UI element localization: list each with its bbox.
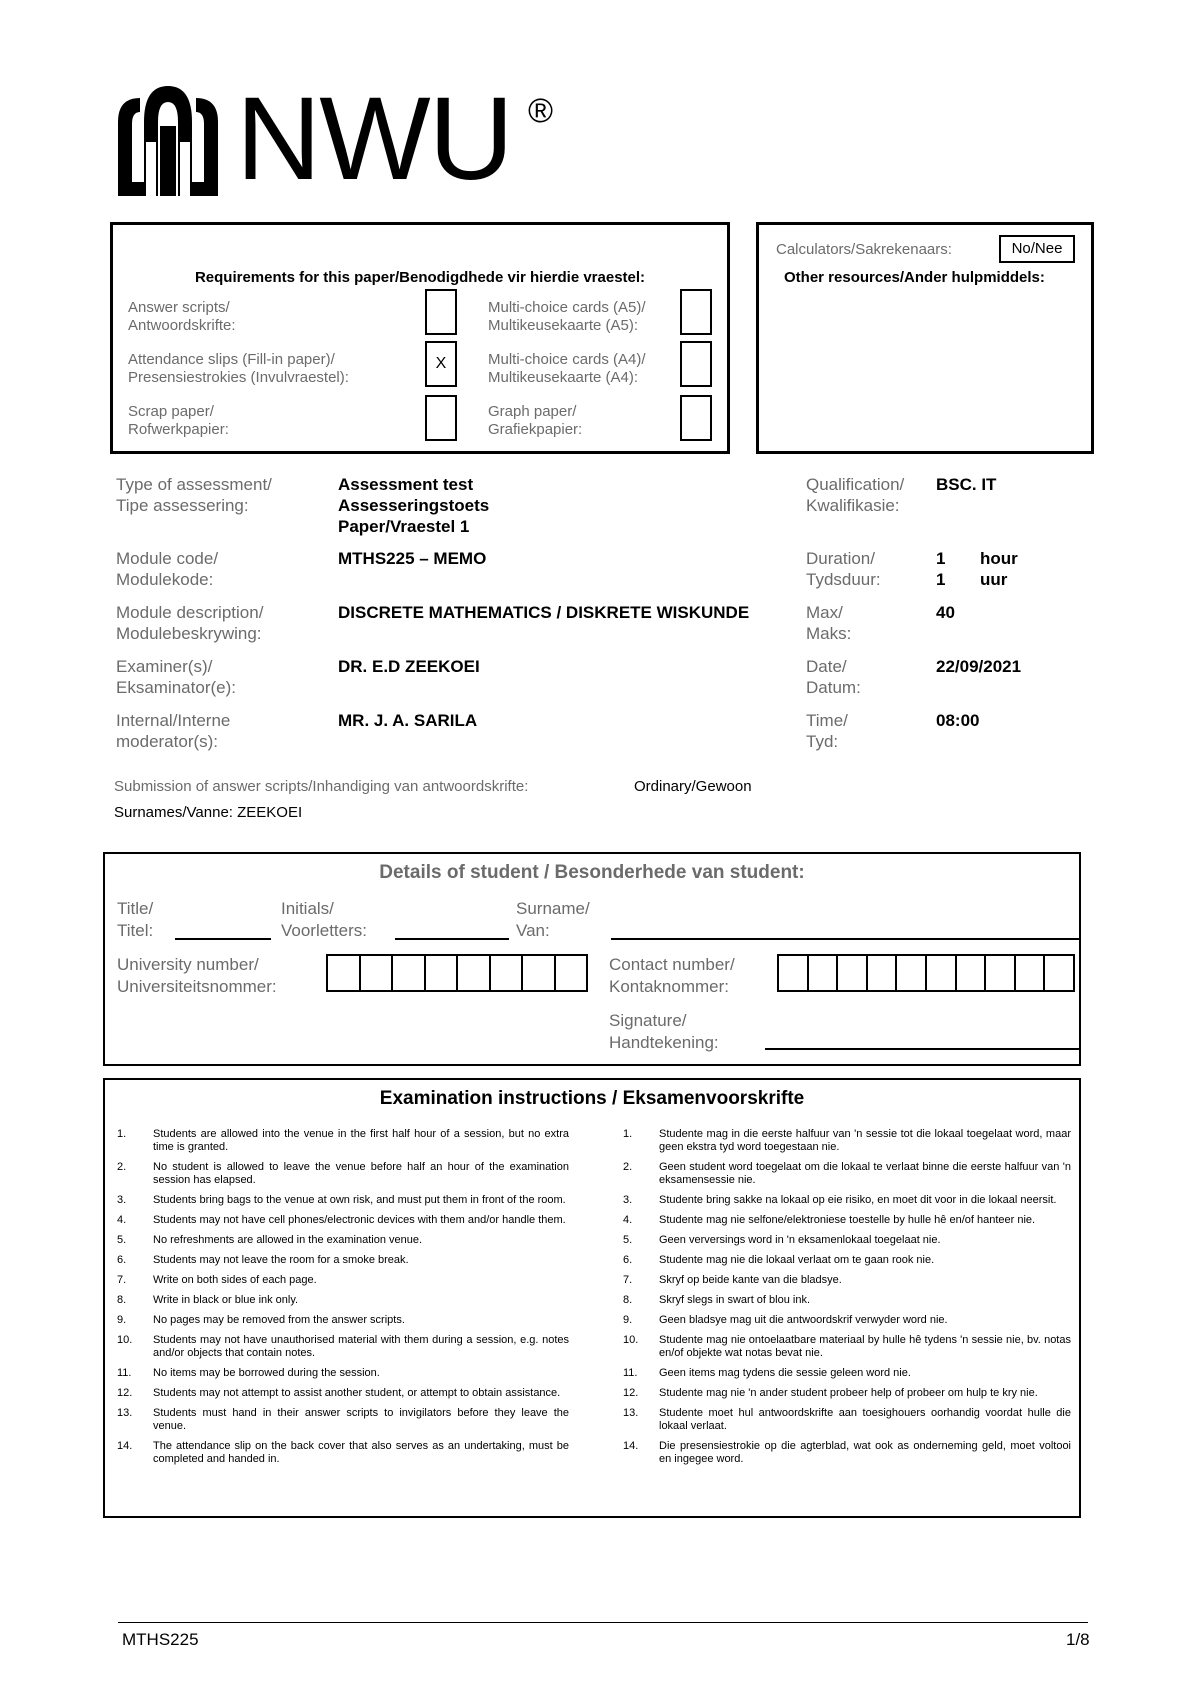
instruction-text: Students bring bags to the venue at own risk, and must put them in front of the room. — [153, 1194, 566, 1206]
instruction-item — [623, 1334, 1071, 1360]
resources-box — [756, 222, 1094, 454]
contact-number-label: Contact number/ Kontaknommer: — [609, 955, 735, 996]
instruction-text: Studente bring sakke na lokaal op eie risiko, en moet dit voor in die lokaal neersit. — [659, 1194, 1057, 1206]
instruction-text: Studente mag nie ontoelaatbare materiaal by hulle hê tydens 'n sessie nie, bv. notas en/of objekte wat notas bevat nie. — [659, 1334, 1071, 1359]
instruction-number: 11. — [623, 1367, 638, 1379]
exam-instructions-box — [103, 1078, 1081, 1518]
req-mc-a5-label: Multi-choice cards (A5)/ Multikeusekaarte (A5): — [488, 299, 646, 334]
examiner-value: DR. E.D ZEEKOEI — [338, 657, 480, 676]
other-resources-label: Other resources/Ander hulpmiddels: — [784, 269, 1045, 286]
module-description-label: Module description/ Modulebeskrywing: — [116, 603, 264, 643]
instruction-number: 4. — [117, 1214, 127, 1226]
instruction-item — [623, 1128, 1071, 1154]
duration-unit: hour uur — [980, 549, 1018, 589]
instruction-number: 3. — [117, 1194, 127, 1206]
instruction-text: No student is allowed to leave the venue before half an hour of the examination session has elapsed. — [153, 1161, 569, 1186]
instruction-text: Geen verversings word in 'n eksamenlokaal toegelaat nie. — [659, 1234, 941, 1246]
student-title-field[interactable] — [175, 938, 271, 940]
instruction-number: 5. — [117, 1234, 127, 1246]
examiner-label: Examiner(s)/ Eksaminator(e): — [116, 657, 236, 697]
exam-instructions-title: Examination instructions / Eksamenvoorskrifte — [379, 1088, 805, 1109]
instruction-text: No pages may be removed from the answer scripts. — [153, 1314, 405, 1326]
calculators-value: No/Nee — [999, 235, 1075, 263]
nwu-wordmark: NWU — [236, 73, 512, 205]
instruction-text: Students may not have cell phones/electronic devices with them and/or handle them. — [153, 1214, 566, 1226]
instruction-item — [117, 1274, 569, 1287]
instruction-number: 7. — [623, 1274, 633, 1286]
instruction-item — [623, 1440, 1071, 1466]
instruction-item — [117, 1314, 569, 1327]
instruction-item — [623, 1367, 1071, 1380]
instruction-number: 2. — [623, 1161, 633, 1173]
student-initials-label: Initials/ Voorletters: — [281, 899, 367, 940]
instruction-text: Students must hand in their answer scripts to invigilators before they leave the venue. — [153, 1407, 569, 1432]
date-label: Date/ Datum: — [806, 657, 861, 697]
qualification-label: Qualification/ Kwalifikasie: — [806, 475, 905, 515]
instruction-item — [623, 1234, 1071, 1247]
req-graph-paper-label: Graph paper/ Grafiekpapier: — [488, 403, 583, 438]
instruction-text: Die presensiestrokie op die agterblad, wat ook as onderneming geld, moet voltooi en ingegee word. — [659, 1440, 1071, 1465]
footer-module-code: MTHS225 — [122, 1630, 199, 1649]
university-number-label: University number/ Universiteitsnommer: — [117, 955, 277, 996]
instruction-text: Studente moet hul antwoordskrifte aan toesighouers oorhandig voordat hulle die lokaal verlaat. — [659, 1407, 1071, 1432]
instruction-number: 10. — [117, 1334, 133, 1346]
req-graph-paper-checkbox[interactable] — [680, 395, 712, 441]
instruction-number: 2. — [117, 1161, 127, 1173]
submission-label: Submission of answer scripts/Inhandiging van antwoordskrifte: — [114, 778, 529, 795]
req-answer-scripts-label: Answer scripts/ Antwoordskrifte: — [128, 299, 236, 334]
instruction-item — [623, 1294, 1071, 1307]
calculators-label: Calculators/Sakrekenaars: — [776, 241, 952, 258]
instruction-text: Studente mag nie die lokaal verlaat om te gaan rook nie. — [659, 1254, 935, 1266]
instruction-text: No items may be borrowed during the session. — [153, 1367, 380, 1379]
instruction-text: Students may not attempt to assist another student, or attempt to obtain assistance. — [153, 1387, 561, 1399]
instruction-item — [623, 1387, 1071, 1400]
assessment-type-label: Type of assessment/ Tipe assessering: — [116, 475, 272, 515]
req-mc-a5-checkbox[interactable] — [680, 289, 712, 335]
instruction-number: 12. — [623, 1387, 639, 1399]
instruction-number: 3. — [623, 1194, 633, 1206]
submission-value: Ordinary/Gewoon — [634, 778, 752, 795]
instruction-number: 13. — [117, 1407, 133, 1419]
registered-mark: ® — [528, 92, 554, 130]
instruction-item — [117, 1387, 569, 1400]
instruction-number: 6. — [117, 1254, 127, 1266]
instruction-number: 6. — [623, 1254, 633, 1266]
instruction-text: Write on both sides of each page. — [153, 1274, 317, 1286]
instructions-afrikaans — [623, 1128, 1071, 1473]
university-number-field[interactable] — [326, 954, 588, 992]
instruction-item — [623, 1194, 1071, 1207]
instruction-number: 9. — [623, 1314, 633, 1326]
instruction-text: Skryf slegs in swart of blou ink. — [659, 1294, 811, 1306]
student-title-label: Title/ Titel: — [117, 899, 154, 940]
instruction-text: Geen bladsye mag uit die antwoordskrif verwyder word nie. — [659, 1314, 948, 1326]
date-value: 22/09/2021 — [936, 657, 1022, 676]
surnames: Surnames/Vanne: ZEEKOEI — [114, 804, 303, 821]
instruction-text: Geen items mag tydens die sessie geleen word nie. — [659, 1367, 911, 1379]
student-initials-field[interactable] — [395, 938, 509, 940]
instruction-text: Geen student word toegelaat om die lokaal te verlaat binne die eerste halfuur van 'n eksamensessie nie. — [659, 1161, 1071, 1186]
moderator-value: MR. J. A. SARILA — [338, 711, 478, 730]
assessment-type-value: Assessment test Assesseringstoets Paper/Vraestel 1 — [338, 475, 490, 536]
instruction-text: No refreshments are allowed in the examination venue. — [153, 1234, 423, 1246]
signature-label: Signature/ Handtekening: — [609, 1011, 719, 1052]
instruction-item — [623, 1407, 1071, 1433]
req-attendance-checkbox[interactable]: X — [425, 341, 457, 387]
instruction-text: Studente mag nie 'n ander student probeer help of probeer om hulp te kry nie. — [659, 1387, 1038, 1399]
footer-page-number: 1/8 — [1066, 1630, 1090, 1649]
instruction-number: 12. — [117, 1387, 133, 1399]
req-attendance-label: Attendance slips (Fill-in paper)/ Presensiestrokies (Invulvraestel): — [128, 351, 349, 386]
instruction-text: Studente mag nie selfone/elektroniese toestelle by hulle hê en/of hanteer nie. — [659, 1214, 1036, 1226]
instruction-item — [117, 1234, 569, 1247]
instruction-number: 8. — [623, 1294, 633, 1306]
time-value: 08:00 — [936, 711, 980, 730]
instruction-text: Students may not leave the room for a smoke break. — [153, 1254, 409, 1266]
moderator-label: Internal/Interne moderator(s): — [116, 711, 231, 751]
instruction-number: 13. — [623, 1407, 639, 1419]
instruction-item — [117, 1294, 569, 1307]
instruction-item — [117, 1407, 569, 1433]
student-details-title: Details of student / Besonderhede van student: — [379, 862, 805, 883]
instruction-item — [117, 1128, 569, 1154]
time-label: Time/ Tyd: — [806, 711, 848, 751]
nwu-emblem-icon — [112, 82, 224, 200]
instruction-item — [117, 1334, 569, 1360]
instruction-number: 5. — [623, 1234, 633, 1246]
instruction-number: 11. — [117, 1367, 132, 1379]
max-marks-value: 40 — [936, 603, 955, 622]
instruction-item — [117, 1440, 569, 1466]
instruction-text: Students may not have unauthorised material with them during a session, e.g. notes and/or objects that contain notes. — [153, 1334, 569, 1359]
max-marks-label: Max/ Maks: — [806, 603, 852, 643]
requirements-title: Requirements for this paper/Benodigdhede vir hierdie vraestel: — [194, 269, 646, 286]
requirements-box — [110, 222, 730, 454]
instruction-number: 1. — [117, 1128, 127, 1140]
instruction-item — [117, 1194, 569, 1207]
instruction-item — [623, 1254, 1071, 1267]
instruction-item — [117, 1161, 569, 1187]
req-mc-a4-label: Multi-choice cards (A4)/ Multikeusekaarte (A4): — [488, 351, 646, 386]
instruction-text: Studente mag in die eerste halfuur van 'n sessie tot die lokaal toegelaat word, maar geen ekstra tyd word toegestaan nie. — [659, 1128, 1071, 1153]
instruction-text: The attendance slip on the back cover that also serves as an undertaking, must be completed and handed in. — [153, 1440, 569, 1465]
signature-field[interactable] — [765, 1048, 1081, 1050]
duration-number: 1 1 — [936, 549, 946, 589]
instruction-text: Skryf op beide kante van die bladsye. — [659, 1274, 842, 1286]
instruction-text: Students are allowed into the venue in the first half hour of a session, but no extra time is granted. — [153, 1128, 569, 1153]
instructions-english — [117, 1128, 569, 1473]
instruction-number: 4. — [623, 1214, 633, 1226]
instruction-item — [117, 1254, 569, 1267]
instruction-number: 1. — [623, 1128, 633, 1140]
student-surname-label: Surname/ Van: — [516, 899, 590, 940]
instruction-item — [623, 1161, 1071, 1187]
contact-number-field[interactable] — [777, 954, 1075, 992]
instruction-text: Write in black or blue ink only. — [153, 1294, 299, 1306]
req-mc-a4-checkbox[interactable] — [680, 341, 712, 387]
student-details-box — [103, 852, 1081, 1066]
duration-label: Duration/ Tydsduur: — [806, 549, 881, 589]
instruction-number: 7. — [117, 1274, 127, 1286]
instruction-number: 10. — [623, 1334, 639, 1346]
qualification-value: BSC. IT — [936, 475, 997, 494]
student-surname-field[interactable] — [611, 938, 1081, 940]
instruction-item — [623, 1314, 1071, 1327]
instruction-item — [117, 1367, 569, 1380]
instruction-number: 14. — [623, 1440, 639, 1452]
req-answer-scripts-checkbox[interactable] — [425, 289, 457, 335]
instruction-number: 8. — [117, 1294, 127, 1306]
instruction-item — [623, 1214, 1071, 1227]
instruction-item — [623, 1274, 1071, 1287]
footer-divider — [118, 1622, 1088, 1623]
module-code-label: Module code/ Modulekode: — [116, 549, 219, 589]
req-scrap-paper-label: Scrap paper/ Rofwerkpapier: — [128, 403, 229, 438]
instruction-number: 9. — [117, 1314, 127, 1326]
instruction-number: 14. — [117, 1440, 133, 1452]
module-code-value: MTHS225 – MEMO — [338, 549, 487, 568]
instruction-item — [117, 1214, 569, 1227]
module-description-value: DISCRETE MATHEMATICS / DISKRETE WISKUNDE — [338, 603, 750, 622]
req-scrap-paper-checkbox[interactable] — [425, 395, 457, 441]
